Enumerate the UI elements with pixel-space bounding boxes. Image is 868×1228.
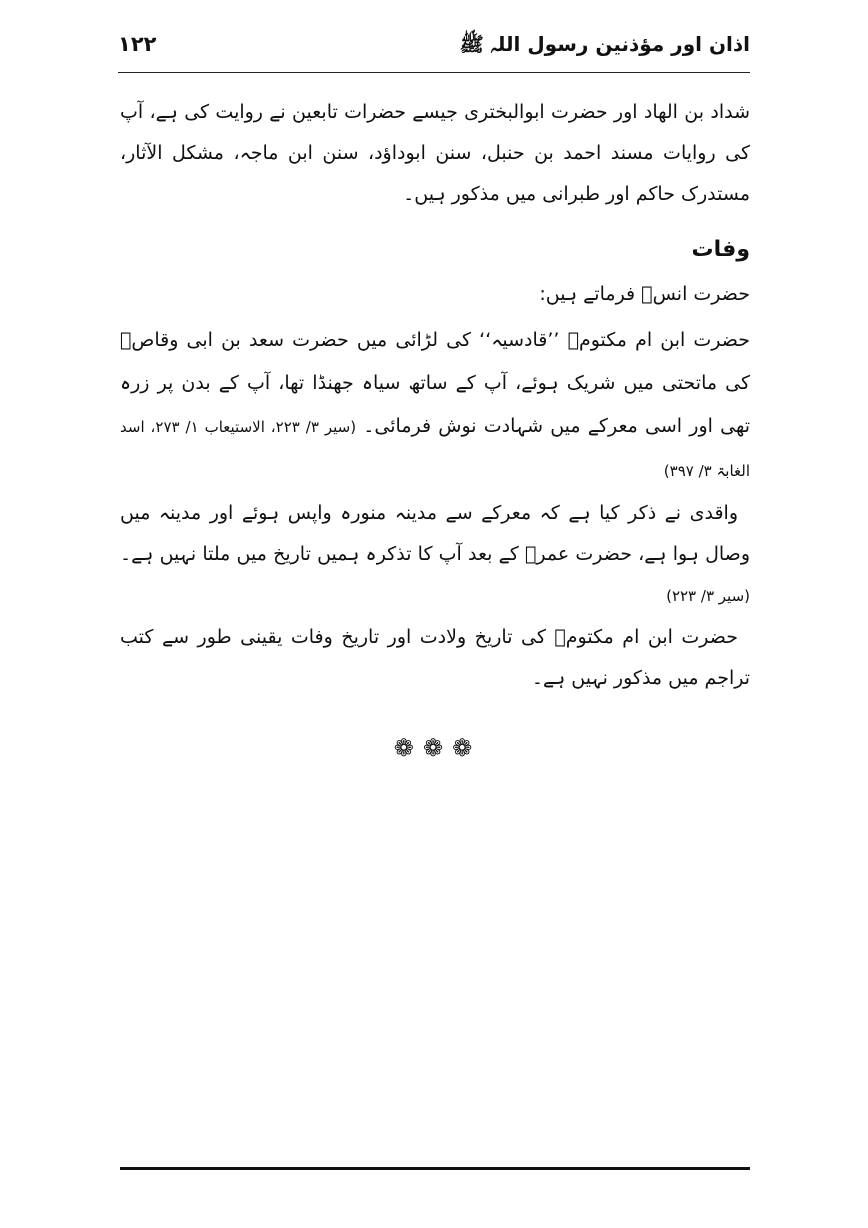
paragraph-dates: حضرت ابن ام مکتومؓ کی تاریخ ولادت اور تاریخ وفات یقینی طور سے کتب تراجم میں مذکور نہیں ہے۔: [120, 626, 750, 689]
citation-1: (سیر ۳/ ۲۲۳، الاستیعاب ۱/ ۲۷۳، اسد الغابۃ ۳/ ۳۹۷): [120, 418, 750, 480]
section-ornament: [0, 734, 868, 762]
paragraph-narrators: شداد بن الھاد اور حضرت ابوالبختری جیسے حضرات تابعین نے روایت کی ہے، آپ کی روایات مسند احمد بن حنبل، سنن ابوداؤد، سنن ابن ماجہ، مشکل الآثار، مستدرک حاکم اور طبرانی میں مذکور ہیں۔: [120, 101, 750, 205]
section-heading-death: وفات: [691, 237, 750, 262]
footer-divider: [120, 1167, 750, 1170]
running-header: [118, 30, 750, 70]
header-divider: [118, 72, 750, 73]
page-body: [120, 92, 750, 699]
citation-2: (سیر ۳/ ۲۲۳): [666, 587, 750, 605]
lead-line: حضرت انسؓ فرماتے ہیں:: [539, 283, 750, 305]
header-title: اذان اور مؤذنین رسول اللہ ﷺ: [459, 32, 750, 56]
ornament-star-icon: ❁: [422, 734, 446, 762]
ornament-star-icon: ❁: [393, 734, 416, 762]
paragraph-waqidi-text: واقدی نے ذکر کیا ہے کہ معرکے سے مدینہ منورہ واپس ہوئے اور مدینہ میں وصال ہوا ہے، حضرت عمرؓ کے بعد آپ کا تذکرہ ہمیں تاریخ میں ملتا نہیں ہے۔: [120, 502, 750, 565]
paragraph-qadisiyyah-text: حضرت ابن ام مکتومؓ ’’قادسیہ‘‘ کی لڑائی میں حضرت سعد بن ابی وقاصؓ کی ماتحتی میں شریک ہوئے، آپ کے ساتھ سیاہ جھنڈا تھا، آپ کے بدن پر زرہ تھی اور اسی معرکے میں شہادت نوش فرمائی۔: [120, 329, 750, 437]
page-number: ۱۲۲: [118, 32, 157, 56]
paragraph-qadisiyyah: [120, 319, 750, 493]
ornament-star-icon: ❁: [452, 734, 475, 762]
paragraph-waqidi: [120, 493, 750, 617]
